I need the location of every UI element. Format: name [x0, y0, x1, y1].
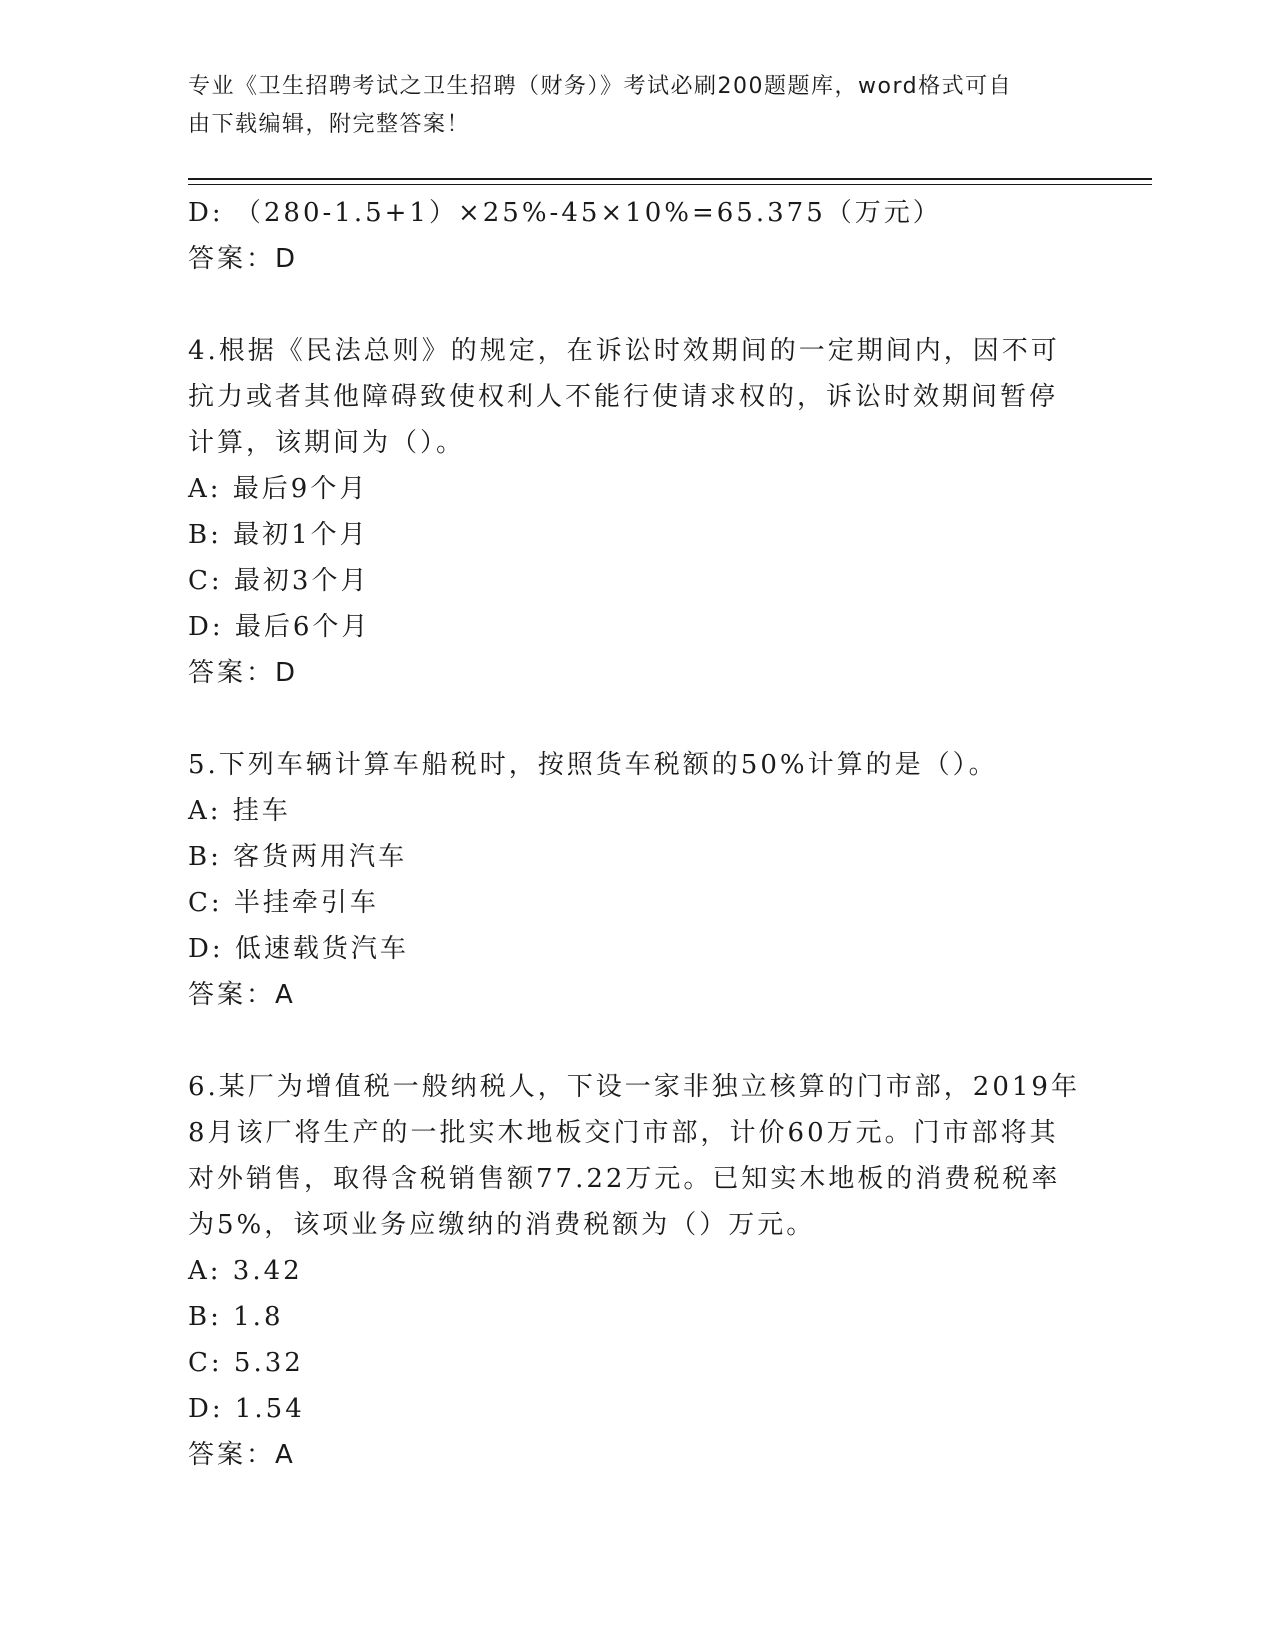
question-4-stem-line-1: 4.根据《民法总则》的规定，在诉讼时效期间的一定期间内，因不可 — [188, 336, 1060, 366]
document-header — [188, 68, 1068, 144]
question-5-option-c: C: 半挂牵引车 — [188, 888, 379, 918]
question-6-stem-line-1: 6.某厂为增值税一般纳税人，下设一家非独立核算的门市部，2019年 — [188, 1072, 1080, 1102]
question-6-option-d: D: 1.54 — [188, 1394, 305, 1424]
question-5-option-b: B: 客货两用汽车 — [188, 842, 408, 872]
question-4-option-c: C: 最初3个月 — [188, 566, 370, 596]
question-6-option-c: C: 5.32 — [188, 1348, 304, 1378]
question-6-stem-line-4: 为5%，该项业务应缴纳的消费税额为（）万元。 — [188, 1210, 816, 1240]
question-content — [188, 190, 1078, 1478]
question-4 — [188, 328, 1078, 696]
question-6-stem-line-2: 8月该厂将生产的一批实木地板交门市部，计价60万元。门市部将其 — [188, 1118, 1059, 1148]
spacer — [188, 282, 1078, 328]
header-divider-thin — [188, 184, 1152, 185]
question-5-answer: 答案：A — [188, 980, 296, 1010]
question-5-option-d: D: 低速载货汽车 — [188, 934, 409, 964]
question-6 — [188, 1064, 1078, 1478]
carry-over-option-d: D: （280-1.5+1）×25%-45×10%=65.375（万元） — [188, 198, 942, 228]
question-6-option-b: B: 1.8 — [188, 1302, 284, 1332]
spacer — [188, 696, 1078, 742]
spacer — [188, 1018, 1078, 1064]
question-6-option-a: A: 3.42 — [188, 1256, 303, 1286]
question-5 — [188, 742, 1078, 1018]
question-4-stem-line-2: 抗力或者其他障碍致使权利人不能行使请求权的，诉讼时效期间暂停 — [188, 382, 1059, 412]
carry-over-answer: 答案：D — [188, 244, 299, 274]
question-5-stem-line-1: 5.下列车辆计算车船税时，按照货车税额的50%计算的是（）。 — [188, 750, 998, 780]
question-6-answer: 答案：A — [188, 1440, 296, 1470]
question-4-option-a: A: 最后9个月 — [188, 474, 369, 504]
question-5-option-a: A: 挂车 — [188, 796, 291, 826]
question-4-option-d: D: 最后6个月 — [188, 612, 371, 642]
header-line-1: 专业《卫生招聘考试之卫生招聘（财务）》考试必刷200题题库，word格式可自 — [188, 74, 1013, 99]
question-4-option-b: B: 最初1个月 — [188, 520, 369, 550]
header-line-2: 由下载编辑，附完整答案！ — [188, 112, 471, 137]
question-6-stem-line-3: 对外销售，取得含税销售额77.22万元。已知实木地板的消费税税率 — [188, 1164, 1061, 1194]
header-divider-thick — [188, 178, 1152, 180]
question-4-answer: 答案：D — [188, 658, 299, 688]
question-4-stem-line-3: 计算，该期间为（）。 — [188, 428, 466, 458]
